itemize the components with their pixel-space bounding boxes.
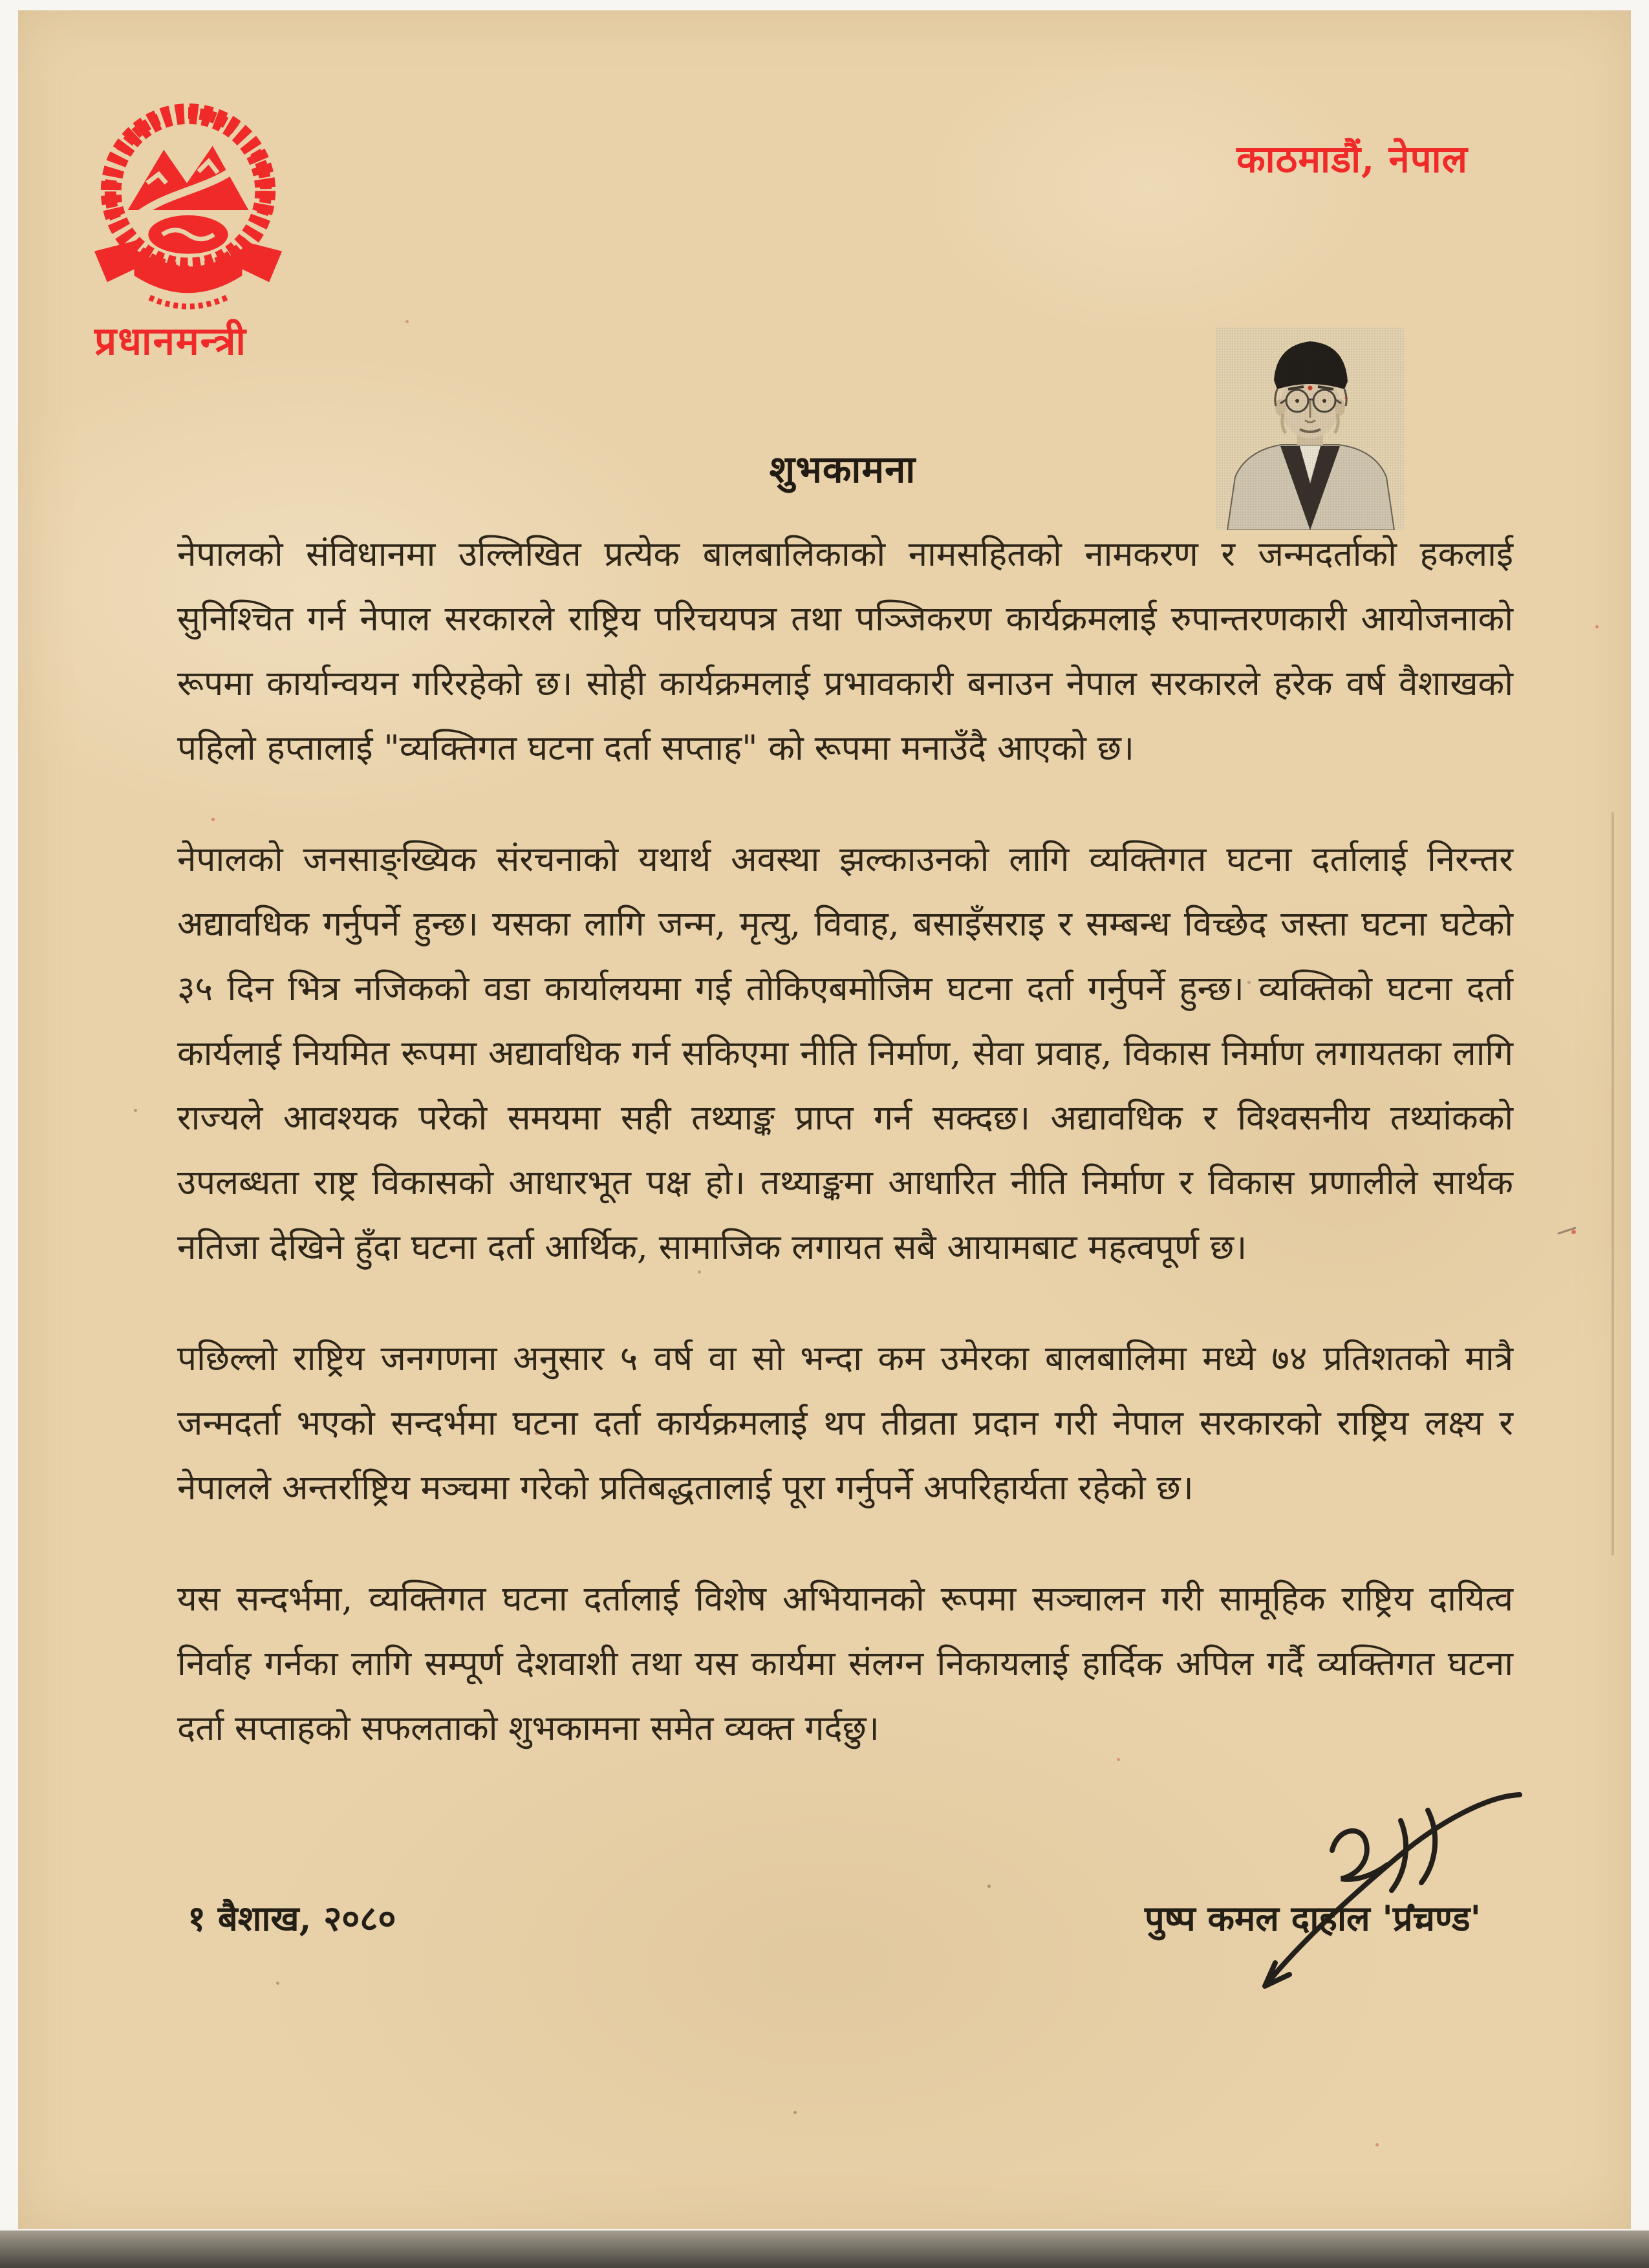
signatory-name: पुष्प कमल दाहाल 'प्रचण्ड' [1144,1898,1481,1939]
letter-page [18,10,1631,2229]
scan-edge-shadow [0,2231,1649,2268]
nepal-emblem-icon [85,92,291,332]
body-paragraph: यस सन्दर्भमा, व्यक्तिगत घटना दर्तालाई विशेष अभियानको रूपमा सञ्चालन गरी सामूहिक राष्ट्रिय दायित्व निर्वाह गर्नका लागि सम्पूर्ण देशवाशी तथा यस कार्यमा संलग्न निकायलाई हार्दिक अपिल गर्दै व्यक्तिगत घटना दर्ता सप्ताहको सफलताको शुभकामना समेत व्यक्त गर्दछु। [177,1579,1513,1748]
pm-portrait-svg [1216,327,1405,530]
signature-icon [1205,1764,1542,2002]
body-paragraph: नेपालको जनसाङ्ख्यिक संरचनाको यथार्थ अवस्था झल्काउनको लागि व्यक्तिगत घटना दर्तालाई निरन्तर अद्यावधिक गर्नुपर्ने हुन्छ। यसका लागि जन्म, मृत्यु, विवाह, बसाइँसराइ र सम्बन्ध विच्छेद जस्ता घटना घटेको ३५ दिन भित्र नजिकको वडा कार्यालयमा गई तोकिएबमोजिम घटना दर्ता गर्नुपर्ने हुन्छ। व्यक्तिको घटना दर्ता कार्यलाई नियमित रूपमा अद्यावधिक गर्न सकिएमा नीति निर्माण, सेवा प्रवाह, विकास निर्माण लगायतका लागि राज्यले आवश्यक परेको समयमा सही तथ्याङ्क प्राप्त गर्न सक्दछ। अद्यावधिक र विश्वसनीय तथ्यांकको उपलब्धता राष्ट्र विकासको आधारभूत पक्ष हो। तथ्याङ्कमा आधारित नीति निर्माण र विकास प्रणालीले सार्थक नतिजा देखिने हुँदा घटना दर्ता आर्थिक, सामाजिक लगायत सबै आयामबाट महत्वपूर्ण छ। [177,840,1513,1267]
letter-body [177,522,1513,1808]
letterhead-location: काठमाडौं, नेपाल [1236,137,1468,181]
body-paragraph: पछिल्लो राष्ट्रिय जनगणना अनुसार ५ वर्ष वा सो भन्दा कम उमेरका बालबालिमा मध्ये ७४ प्रतिशतको मात्रै जन्मदर्ता भएको सन्दर्भमा घटना दर्ता कार्यक्रमलाई थप तीव्रता प्रदान गरी नेपाल सरकारको राष्ट्रिय लक्ष्य र नेपालले अन्तर्राष्ट्रिय मञ्चमा गरेको प्रतिबद्धतालाई पूरा गर्नुपर्ने अपरिहार्यता रहेको छ। [177,1339,1513,1508]
prime-minister-photo [1216,327,1405,530]
paper-fold-line [1611,812,1614,1556]
letter-date: १ बैशाख, २०८० [188,1898,396,1939]
signature-svg [1205,1764,1542,2002]
body-paragraph: नेपालको संविधानमा उल्लिखित प्रत्येक बालबालिकाको नामसहितको नामकरण र जन्मदर्ताको हकलाई सुनिश्चित गर्न नेपाल सरकारले राष्ट्रिय परिचयपत्र तथा पञ्जिकरण कार्यक्रमलाई रुपान्तरणकारी आयोजनाको रूपमा कार्यान्वयन गरिरहेको छ। सोही कार्यक्रमलाई प्रभावकारी बनाउन नेपाल सरकारले हरेक वर्ष वैशाखको पहिलो हप्तालाई "व्यक्तिगत घटना दर्ता सप्ताह" को रूपमा मनाउँदै आएको छ। [177,535,1513,768]
letter-title: शुभकामना [769,447,916,491]
paper-specks [18,10,20,12]
stray-pen-mark [1557,1226,1576,1234]
sender-title: प्रधानमन्त्री [94,319,247,364]
nepal-emblem-svg [85,92,291,332]
